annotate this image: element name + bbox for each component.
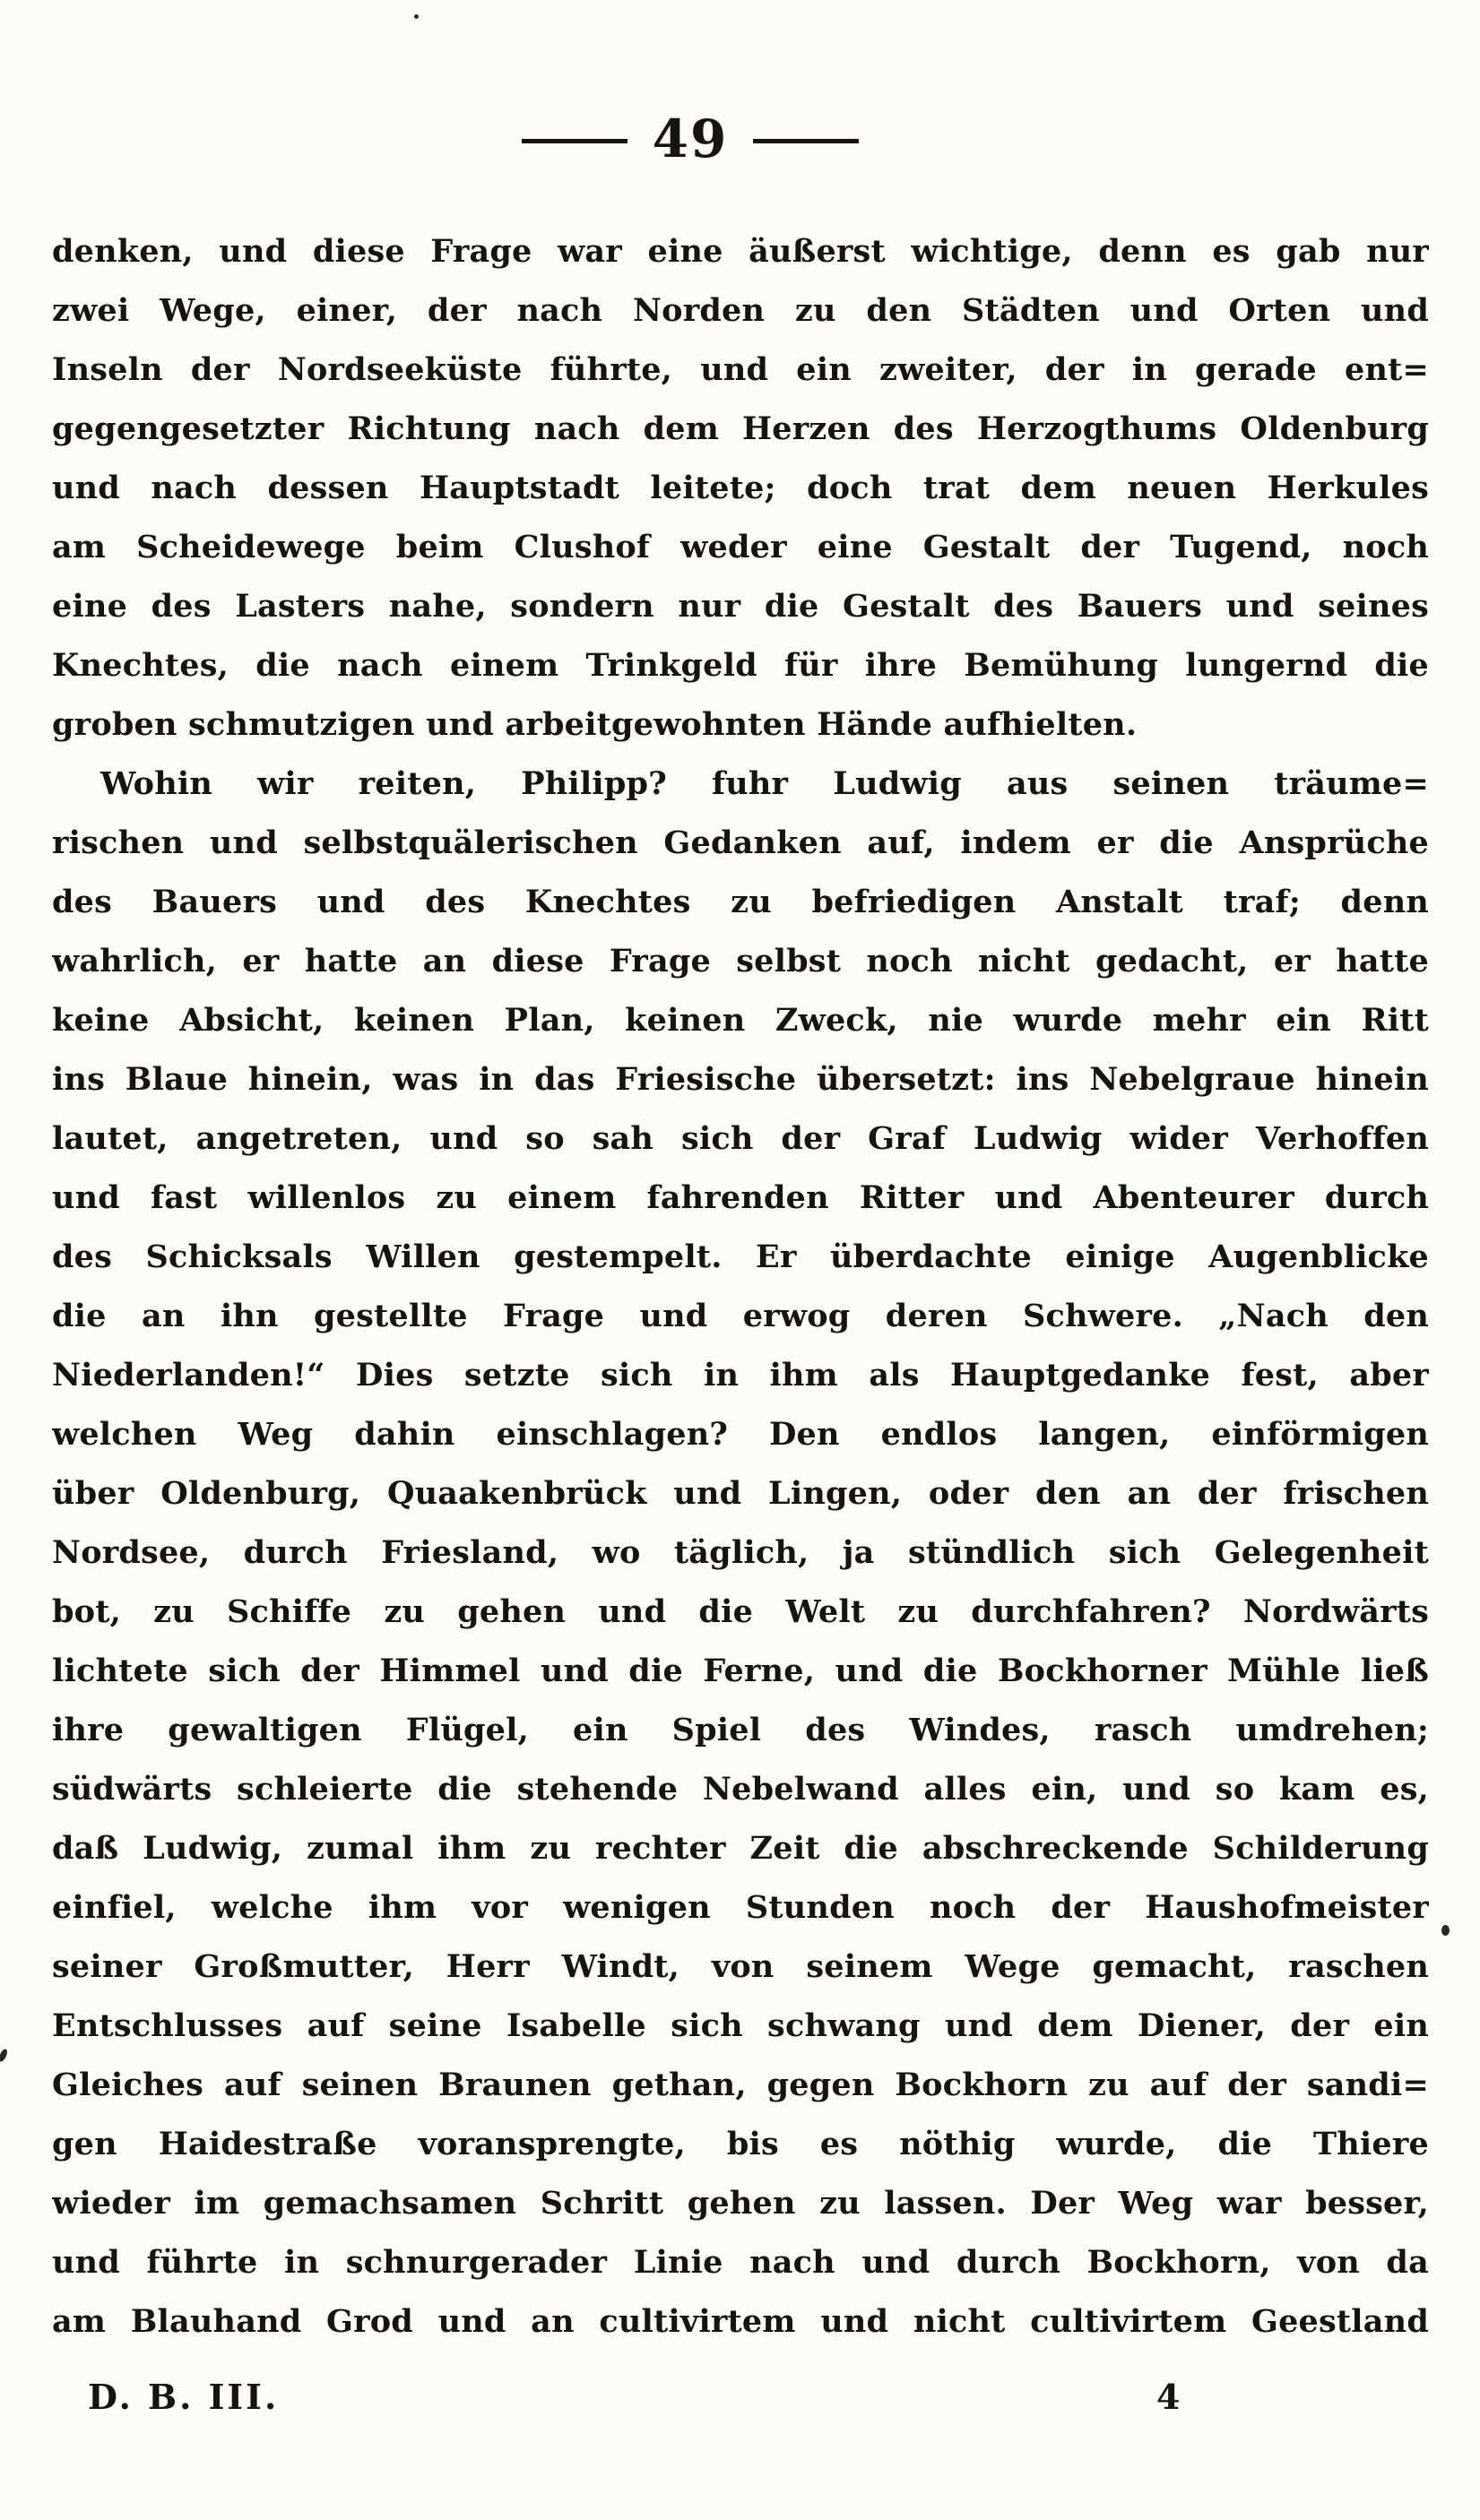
text-line: eine des Lasters nahe, sondern nur die Gestalt des Bauers und seines: [52, 588, 1429, 625]
ink-speck: [0, 2048, 9, 2063]
header-rule-right: [753, 139, 859, 143]
text-line: Entschlusses auf seine Isabelle sich schwang und dem Diener, der ein: [52, 2007, 1429, 2044]
body-text-block: [52, 222, 1429, 2352]
text-line: des Schicksals Willen gestempelt. Er überdachte einige Augenblicke: [52, 1238, 1429, 1275]
page-footer: [52, 2368, 1429, 2427]
text-line: Nordsee, durch Friesland, wo täglich, ja stündlich sich Gelegenheit: [52, 1534, 1429, 1571]
text-line: keine Absicht, keinen Plan, keinen Zweck, nie wurde mehr ein Ritt: [52, 1002, 1429, 1039]
text-line: lichtete sich der Himmel und die Ferne, und die Bockhorner Mühle ließ: [52, 1653, 1429, 1689]
text-line: und führte in schnurgerader Linie nach und durch Bockhorn, von da: [52, 2244, 1429, 2281]
text-line: am Scheidewege beim Clushof weder eine Gestalt der Tugend, noch: [52, 529, 1429, 565]
text-line: Knechtes, die nach einem Trinkgeld für ihre Bemühung lungernd die: [52, 647, 1429, 684]
volume-signature: D. B. III.: [88, 2377, 280, 2417]
text-line: daß Ludwig, zumal ihm zu rechter Zeit die abschreckende Schilderung: [52, 1830, 1429, 1867]
text-line: lautet, angetreten, und so sah sich der Graf Ludwig wider Verhoffen: [52, 1120, 1429, 1157]
text-line: welchen Weg dahin einschlagen? Den endlos langen, einförmigen: [52, 1416, 1429, 1453]
text-line: Inseln der Nordseeküste führte, und ein zweiter, der in gerade ent=: [52, 351, 1429, 388]
text-line: wahrlich, er hatte an diese Frage selbst noch nicht gedacht, er hatte: [52, 943, 1429, 980]
text-line: denken, und diese Frage war eine äußerst wichtige, denn es gab nur: [52, 233, 1429, 270]
text-line: über Oldenburg, Quaakenbrück und Lingen, oder den an der frischen: [52, 1475, 1429, 1512]
text-line: groben schmutzigen und arbeitgewohnten Hände aufhielten.: [52, 706, 1138, 743]
text-line: seiner Großmutter, Herr Windt, von seinem Wege gemacht, raschen: [52, 1948, 1429, 1985]
ink-speck: [414, 14, 419, 19]
text-line: südwärts schleierte die stehende Nebelwand alles ein, und so kam es,: [52, 1771, 1429, 1808]
text-line: gegengesetzter Richtung nach dem Herzen des Herzogthums Oldenburg: [52, 410, 1429, 447]
header-rule-left: [522, 139, 627, 143]
text-line: wieder im gemachsamen Schritt gehen zu lassen. Der Weg war besser,: [52, 2185, 1429, 2222]
page-header: [0, 108, 1380, 169]
text-line: ihre gewaltigen Flügel, ein Spiel des Windes, rasch umdrehen;: [52, 1712, 1429, 1748]
text-line: rischen und selbstquälerischen Gedanken auf, indem er die Ansprüche: [52, 824, 1429, 861]
text-line: zwei Wege, einer, der nach Norden zu den Städten und Orten und: [52, 292, 1429, 329]
text-line: gen Haidestraße voransprengte, bis es nöthig wurde, die Thiere: [52, 2126, 1429, 2162]
page-number: 49: [652, 108, 729, 169]
text-line: und nach dessen Hauptstadt leitete; doch trat dem neuen Herkules: [52, 470, 1429, 506]
text-line: die an ihn gestellte Frage und erwog deren Schwere. „Nach den: [52, 1298, 1429, 1334]
text-line: bot, zu Schiffe zu gehen und die Welt zu durchfahren? Nordwärts: [52, 1593, 1429, 1630]
text-line: am Blauhand Grod und an cultivirtem und nicht cultivirtem Geestland: [52, 2303, 1429, 2340]
text-line: Gleiches auf seinen Braunen gethan, gegen Bockhorn zu auf der sandi=: [52, 2067, 1429, 2103]
ink-speck: [1441, 1925, 1450, 1936]
sheet-number: 4: [1156, 2377, 1181, 2417]
text-line: des Bauers und des Knechtes zu befriedigen Anstalt traf; denn: [52, 884, 1429, 920]
text-line: Niederlanden!“ Dies setzte sich in ihm als Hauptgedanke fest, aber: [52, 1357, 1429, 1394]
text-line: Wohin wir reiten, Philipp? fuhr Ludwig aus seinen träume=: [100, 765, 1429, 802]
text-line: einfiel, welche ihm vor wenigen Stunden noch der Haushofmeister: [52, 1889, 1429, 1926]
text-line: ins Blaue hinein, was in das Friesische übersetzt: ins Nebelgraue hinein: [52, 1061, 1429, 1098]
text-line: und fast willenlos zu einem fahrenden Ritter und Abenteurer durch: [52, 1179, 1429, 1216]
